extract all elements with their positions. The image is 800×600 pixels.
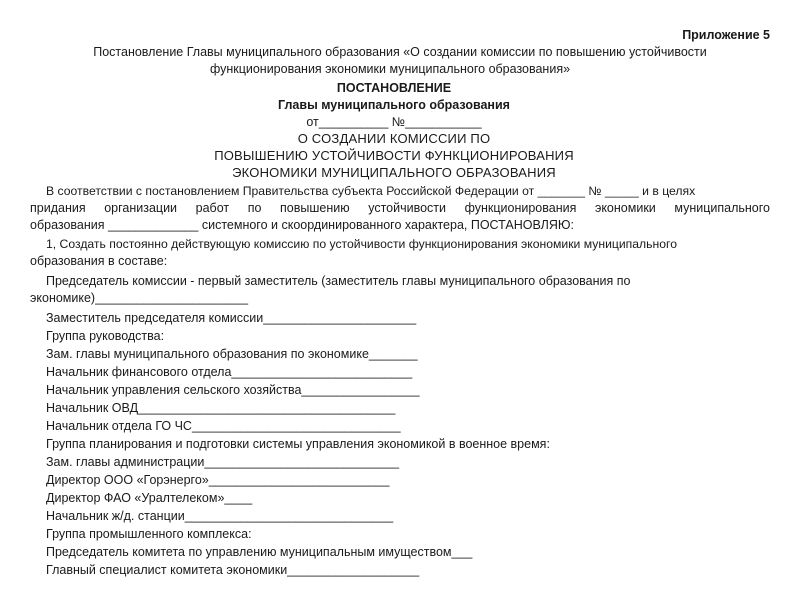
document-type: ПОСТАНОВЛЕНИЕ [336, 81, 452, 95]
list-item: Главный специалист комитета экономики___________________ [46, 563, 420, 577]
point-1-line-1: 1, Создать постоянно действующую комиссию по устойчивости функционирования экономики муниципального [46, 237, 677, 251]
preamble-line-1: В соответствии с постановлением Правительства субъекта Российской Федерации от _______ № _____ и в целях [46, 184, 696, 198]
list-item: Заместитель председателя комиссии______________________ [46, 311, 417, 325]
header-line-1: Постановление Главы муниципального образования «О создании комиссии по повышению устойчивости [93, 45, 707, 59]
list-item: Зам. главы муниципального образования по экономике_______ [46, 347, 418, 361]
subject-line-1: О СОЗДАНИИ КОМИССИИ ПО [297, 131, 491, 146]
list-item: Зам. главы администрации____________________________ [46, 455, 400, 469]
list-item: Директор ООО «Горэнерго»__________________________ [46, 473, 390, 487]
list-item: Группа промышленного комплекса: [46, 527, 252, 541]
list-item: Группа планирования и подготовки системы управления экономикой в военное время: [46, 437, 550, 451]
list-item: Директор ФАО «Уралтелеком»____ [46, 491, 253, 505]
preamble-line-3: образования _____________ системного и скоординированного характера, ПОСТАНОВЛЯЮ: [30, 218, 575, 232]
list-item: Начальник ОВД_____________________________________ [46, 401, 396, 415]
chairman-line-1: Председатель комиссии - первый заместитель (заместитель главы муниципального образования по [46, 274, 631, 288]
point-1-line-2: образования в составе: [30, 254, 168, 268]
chairman-line-2: экономике)______________________ [30, 291, 249, 305]
issuer: Главы муниципального образования [278, 98, 510, 112]
list-item: Председатель комитета по управлению муниципальным имуществом___ [46, 545, 473, 559]
list-item: Начальник финансового отдела__________________________ [46, 365, 413, 379]
subject-line-3: ЭКОНОМИКИ МУНИЦИПАЛЬНОГО ОБРАЗОВАНИЯ [232, 165, 556, 180]
list-item: Начальник управления сельского хозяйства_________________ [46, 383, 420, 397]
preamble-line-2: придания организации работ по повышению устойчивости функционирования экономики муниципального [30, 201, 770, 215]
list-item: Группа руководства: [46, 329, 165, 343]
subject-line-2: ПОВЫШЕНИЮ УСТОЙЧИВОСТИ ФУНКЦИОНИРОВАНИЯ [214, 148, 574, 163]
date-number-line: от__________ №___________ [306, 115, 482, 129]
list-item: Начальник ж/д. станции______________________________ [46, 509, 394, 523]
header-line-2: функционирования экономики муниципального образования» [209, 62, 571, 76]
appendix-label: Приложение 5 [682, 28, 770, 42]
list-item: Начальник отдела ГО ЧС______________________________ [46, 419, 401, 433]
